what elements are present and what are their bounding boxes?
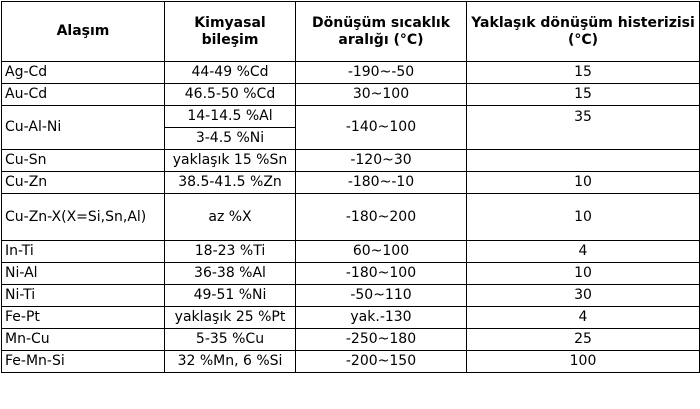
alloy-cell: Ni-Al	[2, 263, 165, 285]
hysteresis-cell: 15	[467, 62, 700, 84]
hysteresis-cell: 4	[467, 241, 700, 263]
temp-range-cell: -180~-10	[296, 172, 467, 194]
temp-range-cell: -50~110	[296, 285, 467, 307]
table-row	[2, 285, 700, 307]
composition-cell: 14-14.5 %Al	[165, 106, 296, 128]
header-composition: Kimyasal bileşim	[165, 2, 296, 62]
alloy-cell: Cu-Sn	[2, 150, 165, 172]
table-row	[2, 307, 700, 329]
hysteresis-cell	[467, 150, 700, 172]
temp-range-cell: -180~100	[296, 263, 467, 285]
temp-range-cell: yak.-130	[296, 307, 467, 329]
table-row	[2, 84, 700, 106]
temp-range-cell: -250~180	[296, 329, 467, 351]
hysteresis-cell: 10	[467, 263, 700, 285]
composition-cell: 32 %Mn, 6 %Si	[165, 351, 296, 373]
alloy-table	[1, 1, 700, 373]
header-hysteresis: Yaklaşık dönüşüm histerizisi (°C)	[467, 2, 700, 62]
composition-cell: 18-23 %Ti	[165, 241, 296, 263]
composition-cell: 36-38 %Al	[165, 263, 296, 285]
temp-range-cell: -120~30	[296, 150, 467, 172]
alloy-cell: Cu-Zn-X(X=Si,Sn,Al)	[2, 194, 165, 241]
alloy-cell: Mn-Cu	[2, 329, 165, 351]
composition-cell: 44-49 %Cd	[165, 62, 296, 84]
composition-cell: 49-51 %Ni	[165, 285, 296, 307]
table-row	[2, 172, 700, 194]
hysteresis-cell: 4	[467, 307, 700, 329]
table-row	[2, 150, 700, 172]
table-row	[2, 106, 700, 128]
header-alloy: Alaşım	[2, 2, 165, 62]
alloy-cell: Cu-Zn	[2, 172, 165, 194]
composition-cell: 38.5-41.5 %Zn	[165, 172, 296, 194]
table-row	[2, 351, 700, 373]
hysteresis-cell: 35	[467, 106, 700, 150]
header-temp-range: Dönüşüm sıcaklık aralığı (°C)	[296, 2, 467, 62]
table-row	[2, 263, 700, 285]
temp-range-cell: -200~150	[296, 351, 467, 373]
table-row	[2, 241, 700, 263]
alloy-cell: Ag-Cd	[2, 62, 165, 84]
hysteresis-cell: 10	[467, 194, 700, 241]
hysteresis-cell: 30	[467, 285, 700, 307]
temp-range-cell: -180~200	[296, 194, 467, 241]
composition-cell: 5-35 %Cu	[165, 329, 296, 351]
alloy-cell: Ni-Ti	[2, 285, 165, 307]
composition-cell: yaklaşık 25 %Pt	[165, 307, 296, 329]
alloy-cell: Au-Cd	[2, 84, 165, 106]
alloy-cell: Cu-Al-Ni	[2, 106, 165, 150]
temp-range-cell: 30~100	[296, 84, 467, 106]
hysteresis-cell: 15	[467, 84, 700, 106]
hysteresis-cell: 25	[467, 329, 700, 351]
temp-range-cell: -190~-50	[296, 62, 467, 84]
hysteresis-cell: 10	[467, 172, 700, 194]
composition-cell: 3-4.5 %Ni	[165, 128, 296, 150]
temp-range-cell: 60~100	[296, 241, 467, 263]
composition-cell: az %X	[165, 194, 296, 241]
alloy-cell: Fe-Pt	[2, 307, 165, 329]
composition-cell: yaklaşık 15 %Sn	[165, 150, 296, 172]
alloy-cell: Fe-Mn-Si	[2, 351, 165, 373]
table-row	[2, 329, 700, 351]
temp-range-cell: -140~100	[296, 106, 467, 150]
composition-cell: 46.5-50 %Cd	[165, 84, 296, 106]
table-row	[2, 62, 700, 84]
table-row	[2, 194, 700, 241]
hysteresis-cell: 100	[467, 351, 700, 373]
alloy-cell: In-Ti	[2, 241, 165, 263]
